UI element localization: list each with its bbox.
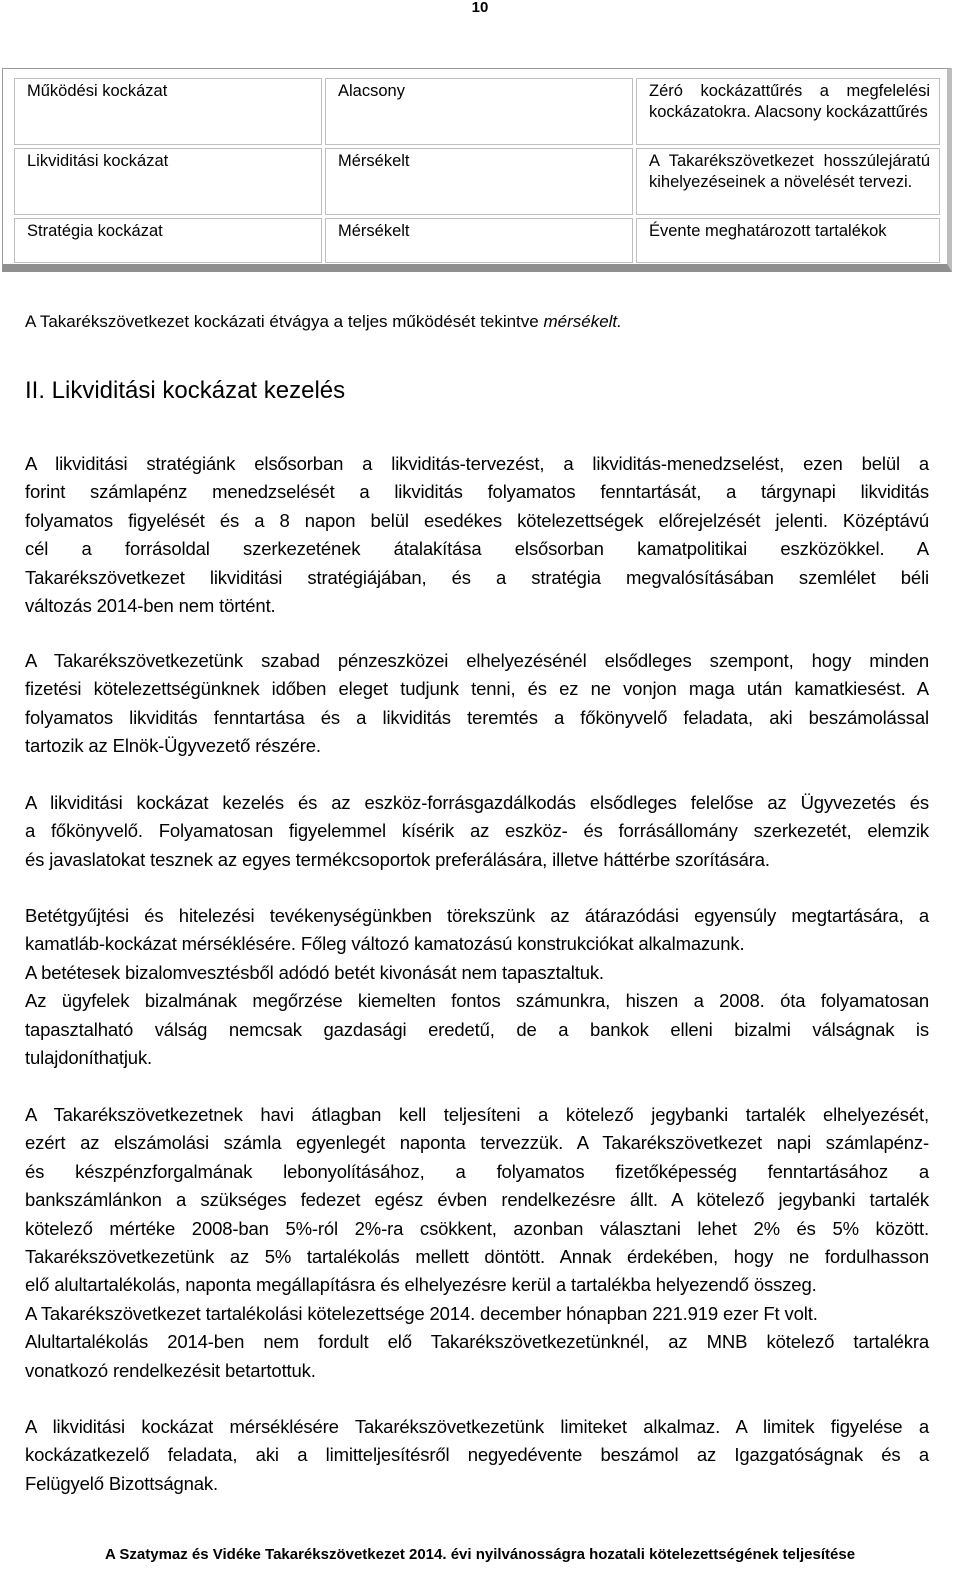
paragraph-line: Takarékszövetkezetünk az 5% tartalékolás mellett döntött. Annak érdekében, hogy ne fordulhasson: [25, 1246, 929, 1268]
risk-name-cell: Likviditási kockázat: [14, 148, 322, 215]
paragraph-reserve-requirement: [25, 1101, 929, 1385]
risk-comment-cell: Évente meghatározott tartalékok: [636, 218, 940, 263]
paragraph-line: bankszámlánkon a szükséges fedezet egész évben rendelkezésre állt. A kötelező jegybanki tartalék: [25, 1189, 929, 1211]
paragraph-line: tartozik az Elnök-Ügyvezető részére.: [25, 735, 321, 757]
paragraph-line: forint számlapénz menedzselését a likviditás folyamatos fenntartását, a tárgynapi likviditás: [25, 481, 929, 503]
paragraph-line: A Takarékszövetkezetünk szabad pénzeszközei elhelyezésénél elsődleges szempont, hogy minden: [25, 650, 929, 671]
paragraph-line: Felügyelő Bizottságnak.: [25, 1472, 218, 1494]
risk-level-cell: Mérsékelt: [325, 218, 633, 263]
paragraph-line: Takarékszövetkezet likviditási stratégiájában, és a stratégia megvalósításában szemlélet béli: [25, 566, 929, 588]
paragraph-line: a főkönyvelő. Folyamatosan figyelemmel kísérik az eszköz- és forrásállomány szerkezetét, elemzik: [25, 820, 929, 842]
paragraph-deposits: [25, 902, 929, 1072]
paragraph-line: kamatláb-kockázat mérséklésére. Főleg változó kamatozású konstrukciókat alkalmazunk.: [25, 933, 745, 955]
paragraph-line: vonatkozó rendelkezésit betartottuk.: [25, 1359, 316, 1381]
risk-level-cell: Mérsékelt: [325, 148, 633, 215]
paragraph-line: elő alultartalékolás, naponta megállapításra és elhelyezésre kerül a tartalékba helyezendő összeg.: [25, 1274, 817, 1296]
page-number: 10: [471, 0, 489, 16]
risk-comment-cell: Zéró kockázattűrés a megfelelési kockázatokra. Alacsony kockázattűrés: [636, 78, 940, 145]
paragraph-line: tapasztalható válság nemcsak gazdasági eredetű, de a bankok elleni bizalmi válságnak is: [25, 1018, 929, 1040]
paragraph-line: A likviditási stratégiánk elsősorban a likviditás-tervezést, a likviditás-menedzselést, ezen belül a: [25, 453, 929, 474]
paragraph-line: A likviditási kockázat mérséklésére Takarékszövetkezetünk limiteket alkalmaz. A limitek figyelése a: [25, 1416, 929, 1437]
paragraph-line: folyamatos likviditás fenntartása és a likviditás teremtés a főkönyvelő feladata, aki beszámolással: [25, 706, 929, 728]
paragraph-line: cél a forrásoldal szerkezetének átalakítása elsősorban kamatpolitikai eszközökkel. A: [25, 538, 929, 560]
paragraph-free-funds: [25, 647, 929, 761]
paragraph-line: és javaslatokat tesznek az egyes termékcsoportok preferálására, illetve háttérbe szorítására.: [25, 848, 770, 870]
table-row: [14, 78, 940, 145]
risk-table: [11, 75, 943, 266]
risk-level-cell: Alacsony: [325, 78, 633, 145]
table-row: [14, 218, 940, 263]
paragraph-line: ezért az elszámolási számla egyenlegét naponta tervezzük. A Takarékszövetkezet napi számlapénz-: [25, 1132, 929, 1154]
risk-comment-cell: A Takarékszövetkezet hosszúlejáratú kihelyezéseinek a növelését tervezi.: [636, 148, 940, 215]
paragraph-line: folyamatos figyelését és a 8 napon belül esedékes kötelezettségek előrejelzését jelenti. Középtávú: [25, 509, 929, 531]
risk-table-frame: [2, 68, 952, 272]
section-heading: II. Likviditási kockázat kezelés: [25, 377, 346, 404]
page-footer: A Szatymaz és Vidéke Takarékszövetkezet 2014. évi nyilvánosságra hozatali kötelezettségének teljesítése: [104, 1546, 856, 1563]
risk-name-cell: Stratégia kockázat: [14, 218, 322, 263]
table-row: [14, 148, 940, 215]
paragraph-line: változás 2014-ben nem történt.: [25, 595, 276, 617]
risk-appetite-text: A Takarékszövetkezet kockázati étvágya a teljes működését tekintve: [25, 312, 544, 331]
paragraph-liquidity-strategy: [25, 450, 929, 620]
paragraph-line: A Takarékszövetkezetnek havi átlagban kell teljesíteni a kötelező jegybanki tartalék elhelyezését,: [25, 1104, 929, 1125]
paragraph-line: A likviditási kockázat kezelés és az eszköz-forrásgazdálkodás elsődleges felelőse az Ügyvezetés és: [25, 792, 929, 813]
paragraph-line: kockázatkezelő feladata, aki a limitteljesítésről negyedévente beszámol az Igazgatóságnak és a: [25, 1444, 929, 1466]
risk-appetite-statement: [25, 311, 622, 333]
paragraph-line: kötelező mértéke 2008-ban 5%-ról 2%-ra csökkent, azonban választani lehet 2% és 5% között.: [25, 1217, 929, 1239]
risk-name-cell: Működési kockázat: [14, 78, 322, 145]
paragraph-line: Alultartalékolás 2014-ben nem fordult elő Takarékszövetkezetünknél, az MNB kötelező tartalékra: [25, 1331, 929, 1353]
paragraph-limits: [25, 1413, 929, 1498]
risk-appetite-emphasis: mérsékelt.: [543, 312, 622, 331]
paragraph-line: tulajdoníthatjuk.: [25, 1047, 153, 1069]
paragraph-line: A betétesek bizalomvesztésből adódó betét kivonását nem tapasztaltuk.: [25, 961, 604, 983]
paragraph-line: és készpénzforgalmának lebonyolításához, a folyamatos fizetőképesség fenntartásához a: [25, 1160, 929, 1182]
paragraph-line: fizetési kötelezettségünknek időben eleget tudjunk tenni, és ez ne vonjon maga után kamatkiesést. A: [25, 678, 929, 700]
paragraph-line: Betétgyűjtési és hitelezési tevékenységünkben törekszünk az átárazódási egyensúly megtartására, a: [25, 905, 929, 926]
paragraph-line: Az ügyfelek bizalmának megőrzése kiemelten fontos számunkra, hiszen a 2008. óta folyamatosan: [25, 990, 929, 1012]
paragraph-line: A Takarékszövetkezet tartalékolási kötelezettsége 2014. december hónapban 221.919 ezer Ft volt.: [25, 1302, 818, 1324]
paragraph-responsibility: [25, 789, 929, 874]
